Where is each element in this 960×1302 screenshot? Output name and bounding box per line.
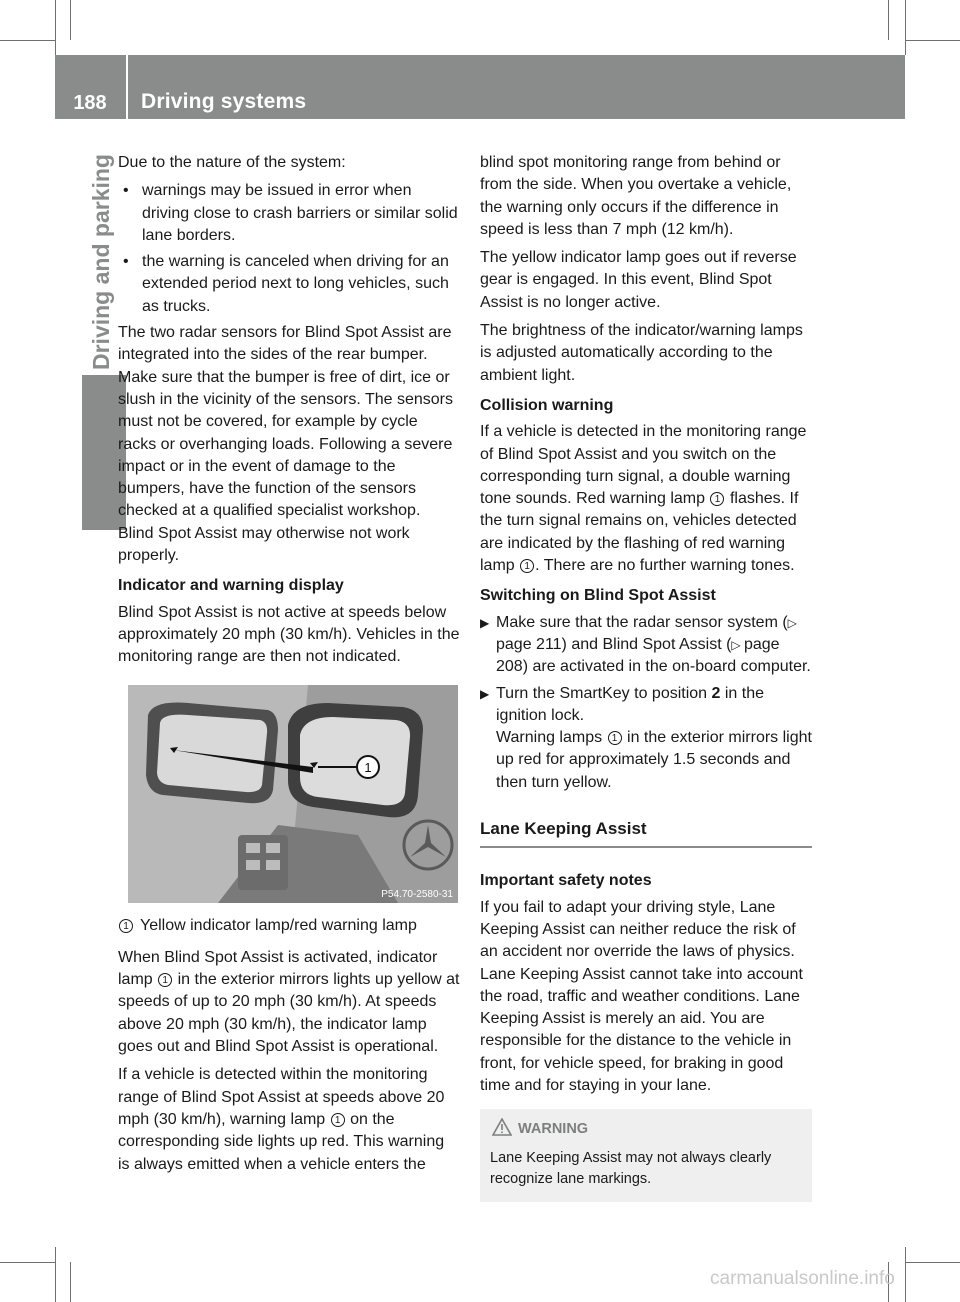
text-span: Turn the SmartKey to position [496, 684, 708, 702]
warning-box [480, 1109, 812, 1202]
warning-text: Lane Keeping Assist may not always clearly recognize lane markings. [490, 1150, 772, 1188]
page-number: 188 [73, 92, 107, 114]
crop-mark [905, 40, 960, 41]
crop-mark [905, 0, 906, 55]
warning-title-text: WARNING [518, 1121, 589, 1138]
text-span: on the corresponding side lights up red. This warning is always emitted when a vehicle enters the [118, 1110, 445, 1173]
instruction-step [480, 612, 812, 679]
section-title: Driving systems [141, 90, 307, 113]
detected-paragraph [118, 1064, 460, 1175]
text-span: Make sure that the radar sensor system ( [496, 613, 788, 631]
indicator-paragraph: Blind Spot Assist is not active at speeds below approximately 20 mph (30 km/h). Vehicles in the monitoring range are then not indicated. [118, 603, 460, 666]
callout-badge: 1 [520, 559, 534, 573]
crop-mark [905, 1262, 960, 1263]
safety-heading: Important safety notes [480, 872, 652, 890]
header-separator [126, 55, 128, 119]
page-ref-arrow-icon: ▷ [731, 637, 744, 652]
mirror-illustration [128, 685, 458, 903]
left-column [118, 152, 460, 1182]
crop-mark [905, 1247, 906, 1302]
crop-mark [0, 40, 55, 41]
figure-callout-number: 1 [364, 759, 372, 775]
crop-mark [888, 0, 889, 40]
bullet-mark: • [123, 253, 129, 271]
watermark: carmanualsonline.info [710, 1268, 895, 1289]
text-span: ) are activated in the on-board computer. [522, 658, 811, 676]
text-span: . There are no further warning tones. [535, 557, 795, 575]
warning-title [490, 1119, 802, 1140]
crop-mark [55, 0, 56, 55]
text-span: flashes. If the turn signal remains on, vehicles detected are indicated by the flashing of red warning lamp [480, 490, 799, 575]
text-span: If a vehicle is detected in the monitoring range of Blind Spot Assist and you switch on the corresponding turn signal, a double warning tone sounds. Red warning lamp [480, 423, 807, 508]
page-ref-arrow-icon: ▷ [787, 615, 797, 630]
lane-keeping-heading: Lane Keeping Assist [480, 818, 812, 848]
continued-paragraph: blind spot monitoring range from behind or from the side. When you overtake a vehicle, the warning only occurs if the difference in speed is less than 7 mph (12 km/h). [480, 154, 792, 238]
crop-mark [70, 1262, 71, 1302]
activated-paragraph [118, 947, 460, 1058]
text-span: in the exterior mirrors lights up yellow at speeds of up to 20 mph (30 km/h). At speeds above 20 mph (30 km/h), the indicator lamp goes out and Blind Spot Assist is operational. [118, 971, 460, 1056]
figure-code: P54.70-2580-31 [381, 888, 453, 900]
page-ref-link[interactable]: page 211 [496, 635, 562, 653]
collision-paragraph [480, 421, 812, 577]
bullet-item [118, 251, 460, 318]
callout-badge: 1 [710, 492, 724, 506]
page-ref-link[interactable]: page 208 [496, 635, 780, 676]
side-tab-text: Driving and parking [88, 154, 114, 370]
text-span: If a vehicle is detected within the monitoring range of Blind Spot Assist at speeds above 20 mph (30 km/h), warning lamp [118, 1066, 445, 1128]
crop-mark [70, 0, 71, 40]
brightness-paragraph: The brightness of the indicator/warning lamps is adjusted automatically according to the ambient light. [480, 322, 803, 384]
key-position: 2 [711, 684, 721, 702]
intro-text: Due to the nature of the system: [118, 154, 346, 171]
text-span: When Blind Spot Assist is activated, indicator lamp [118, 948, 438, 989]
step-arrow-icon: ▶ [480, 615, 490, 630]
caption-text: Yellow indicator lamp/red warning lamp [140, 916, 417, 934]
instruction-step [480, 683, 812, 794]
text-span: Warning lamps [496, 729, 603, 747]
text-span: in the ignition lock. [496, 684, 765, 724]
callout-badge: 1 [119, 919, 133, 933]
bullet-text: the warning is canceled when driving for an extended period next to long vehicles, such as trucks. [142, 253, 449, 315]
radar-paragraph: The two radar sensors for Blind Spot Assist are integrated into the sides of the rear bumper. Make sure that the bumper is free of dirt, ice or slush in the vicinity of the sensors. The sensors must not be covered, for example by cycle racks or overhanging loads. Following a severe impact or in the event of damage to the bumpers, have the function of the sensors checked at a qualified specialist workshop. Blind Spot Assist may otherwise not work properly. [118, 324, 453, 565]
bullet-text: warnings may be issued in error when driving close to crash barriers or similar solid lane borders. [142, 182, 458, 244]
reverse-paragraph: The yellow indicator lamp goes out if reverse gear is engaged. In this event, Blind Spot Assist is no longer active. [480, 249, 797, 311]
mirror-figure [128, 685, 458, 903]
callout-badge: 1 [331, 1113, 345, 1127]
warning-triangle-icon [492, 1118, 512, 1136]
callout-badge: 1 [608, 731, 622, 745]
switching-heading: Switching on Blind Spot Assist [480, 587, 716, 605]
text-span: in the exterior mirrors light up red for approximately 1.5 seconds and then turn yellow. [496, 729, 812, 791]
indicator-heading: Indicator and warning display [118, 577, 344, 595]
callout-badge: 1 [158, 973, 172, 987]
bullet-mark: • [123, 182, 129, 200]
right-column [480, 152, 812, 1202]
safety-paragraph: If you fail to adapt your driving style, Lane Keeping Assist can neither reduce the risk of an accident nor override the laws of physics. Lane Keeping Assist cannot take into account the road, traffic and weather conditions. Lane Keeping Assist is merely an aid. You are responsible for the distance to the vehicle in front, for vehicle speed, for braking in good time and for staying in your lane. [480, 898, 803, 1094]
collision-heading: Collision warning [480, 396, 614, 414]
text-span: ) and Blind Spot Assist ( [561, 635, 732, 653]
figure-caption [118, 915, 460, 937]
step-arrow-icon: ▶ [480, 686, 490, 701]
bullet-item [118, 180, 460, 247]
crop-mark [55, 1247, 56, 1302]
crop-mark [0, 1262, 55, 1263]
